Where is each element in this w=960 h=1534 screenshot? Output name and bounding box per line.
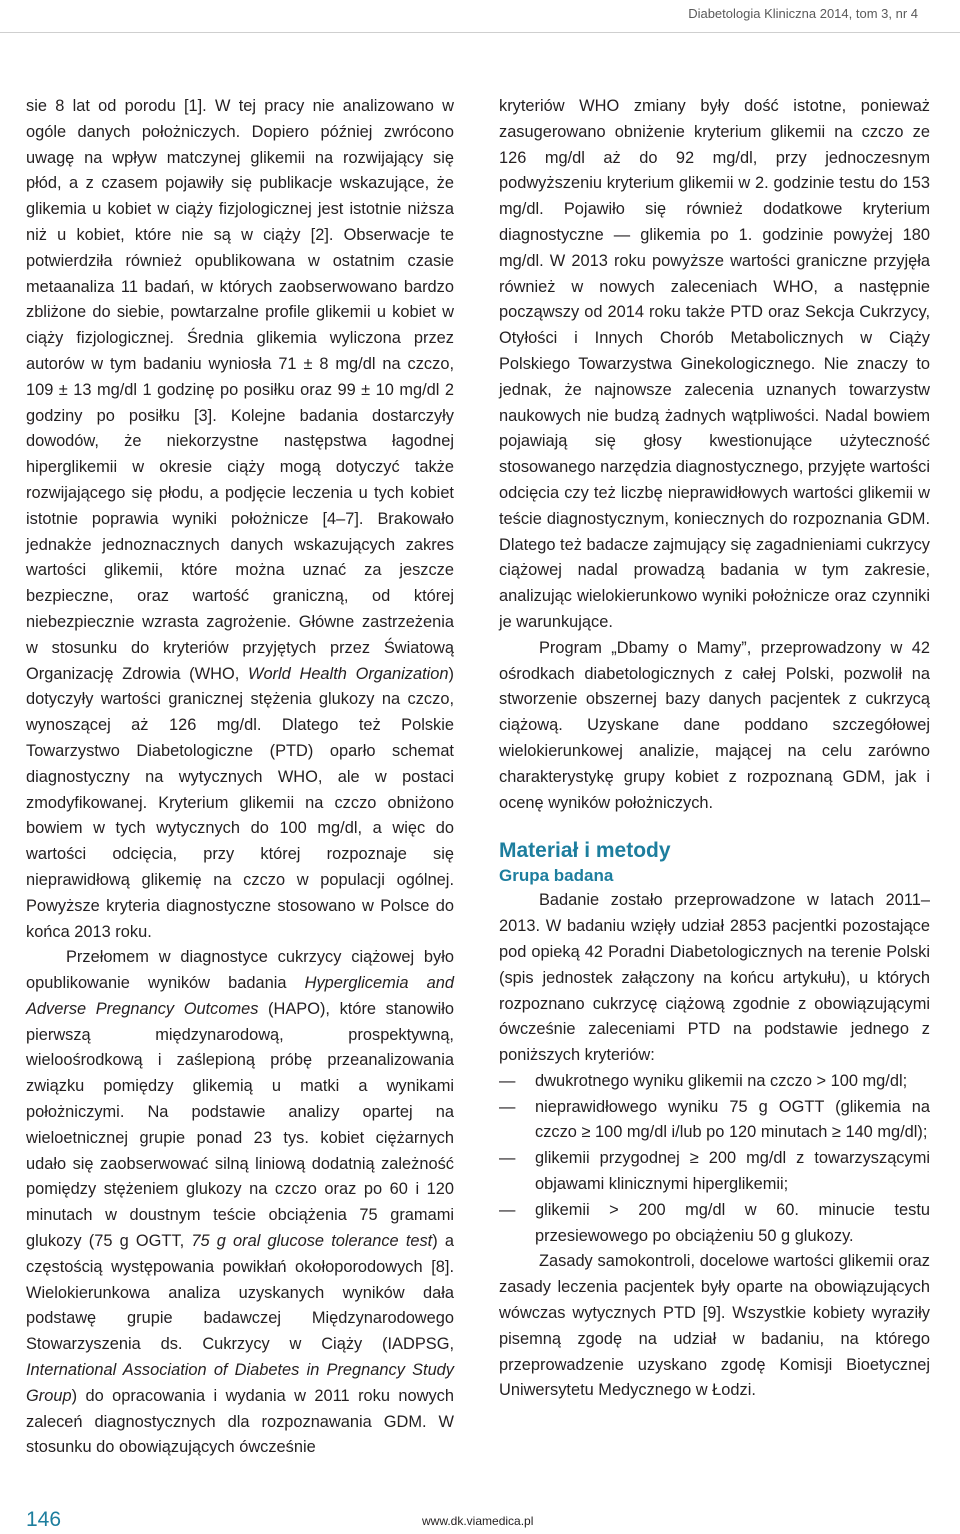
right-column [499,94,930,1404]
paragraph [499,636,930,817]
paragraph [499,1249,930,1404]
text-run: Program „Dbamy o Mamy”, przeprowadzony w 42 ośrodkach diabetologicznych z całej Polski, pozwolił na stworzenie obszernej bazy danych pacjentek z cukrzycą ciążową. Uzyskane dane poddano szczegółowej wielokierunkowej analizie, mającej na celu zarówno charakterystykę grupy kobiet z rozpoznaną GDM, jak i ocenę wyników położniczych. [499,638,930,812]
list-dash: — [499,1071,516,1090]
text-run: Badanie zostało przeprowadzone w latach 2011–2013. W badaniu wzięły udział 2853 pacjentki pozostające pod opieką 42 Poradni Diabetologicznych na terenie Polski (spis jednostek załączony na końcu artykułu), u których rozpoznano cukrzycę ciążową zgodnie z obowiązującymi ówcześnie zaleceniami PTD na podstawie jednego z poniższych kryteriów: [499,891,930,1065]
text-run: ) do opracowania i wydania w 2011 roku nowych zaleceń diagnostycznych dla rozpoznawania GDM. W stosunku do obowiązujących ówcześnie [26,1386,454,1457]
list-item [499,1198,930,1250]
journal-url-link[interactable]: www.dk.viamedica.pl [422,1514,534,1528]
list-item [499,1069,930,1095]
page-number: 146 [26,1508,62,1531]
paragraph [499,94,930,636]
italic-text-run: 75 g oral glucose tolerance test [191,1232,433,1251]
running-header: Diabetologia Kliniczna 2014, tom 3, nr 4 [688,6,918,21]
italic-text-run: International Association of Diabetes in Pregnancy Study Group [26,1361,454,1405]
list-item-text: nieprawidłowego wyniku 75 g OGTT (glikemia na czczo ≥ 100 mg/dl i/lub po 120 minutach ≥ 140 mg/dl); [535,1097,930,1142]
text-run: ) a częstością występowania powikłań okołoporodowych [8]. Wielokierunkowa analiza uzyskanych wyników dała podstawę grupie badawczej Międzynarodowego Stowarzyszenia ds. Cukrzycy w Ciąży (IADPSG, [26,1232,454,1354]
criteria-list [499,1069,930,1250]
section-title: Materiał i metody [499,839,671,863]
subsection-title: Grupa badana [499,866,614,886]
list-item [499,1146,930,1198]
text-run: Przełomem w diagnostyce cukrzycy ciążowej było opublikowanie wyników badania [26,948,454,993]
paragraph [499,888,930,1069]
left-column [26,94,454,1461]
italic-text-run: Hyperglicemia and Adverse Pregnancy Outcomes [26,974,454,1018]
paragraph [26,945,454,1461]
text-run: sie 8 lat od porodu [1]. W tej pracy nie analizowano w ogóle danych położniczych. Dopiero później zwrócono uwagę na wpływ matczynej glikemii na rozwijający się płód, a z czasem pojawiły się publikacje wskazujące, że glikemia u kobiet w ciąży fizjologicznej jest istotnie niższa niż u kobiet, które nie są w ciąży [2]. Obserwacje te potwierdziła również opublikowana w ostatnim czasie metaanaliza 11 badań, w których zaobserwowano bardzo zbliżone do siebie, powtarzalne profile glikemii u kobiet w ciąży fizjologicznej. Średnia glikemia wyliczona przez autorów w tym badaniu wyniosła 71 ± 8 mg/dl na czczo, 109 ± 13 mg/dl 1 godzinę po posiłku oraz 99 ± 10 mg/dl 2 godziny po posiłku [3]. Kolejne badania dostarczyły dowodów, że niekorzystne następstwa łagodnej hiperglikemii w okresie ciąży mogą dotyczyć także rozwijającego się płodu, a podjęcie leczenia u tych kobiet istotnie poprawia wyniki położnicze [4–7]. Brakowało jednakże jednoznacznych danych wskazujących zakres wartości glikemii, które można uznać za jeszcze bezpieczne, oraz wartość graniczną, od której niebezpiecznie wzrasta zagrożenie. Główne zastrzeżenia w stosunku do kryteriów przyjętych przez Światową Organizację Zdrowia (WHO, [26,97,454,683]
list-dash: — [499,1097,516,1116]
list-item-text: dwukrotnego wyniku glikemii na czczo > 100 mg/dl; [535,1071,908,1090]
text-run: kryteriów WHO zmiany były dość istotne, ponieważ zasugerowano obniżenie kryterium glikemii na czczo ze 126 mg/dl aż do 92 mg/dl, przy jednoczesnym podwyższeniu kryterium glikemii w 2. godzinie testu do 153 mg/dl. Pojawiło się również dodatkowe kryterium diagnostyczne — glikemia po 1. godzinie powyżej 180 mg/dl. W 2013 roku powyższe wartości graniczne przyjęła również w nowych zaleceniach WHO, a następnie począwszy od 2014 roku także PTD oraz Sekcja Cukrzycy, Otyłości i Innych Chorób Metabolicznych w Ciąży Polskiego Towarzystwa Ginekologicznego. Nie znaczy to jednak, że najnowsze zalecenia uznanych towarzystw naukowych nie budzą żadnych wątpliwości. Nadal bowiem pojawiają się głosy kwestionujące użyteczność stosowanego narzędzia diagnostycznego, przyjęte wartości odcięcia czy też liczbę nieprawidłowych wartości glikemii w teście diagnostycznym, koniecznych do rozpoznania GDM. Dlatego też badacze zajmujący się zagadnieniami cukrzycy ciążowej nadal prowadzą badania w tym zakresie, analizując wielokierunkowo wyniki położnicze oraz czynniki je warunkujące. [499,97,930,631]
italic-text-run: World Health Organization [247,664,449,683]
list-item-text: glikemii > 200 mg/dl w 60. minucie testu przesiewowego po obciążeniu 50 g glukozy. [535,1200,930,1245]
text-run: Zasady samokontroli, docelowe wartości glikemii oraz zasady leczenia pacjentek były oparte na obowiązujących wówczas wytycznych PTD [9]. Wszystkie kobiety wyraziły pisemną zgodę na udział w badaniu, na którego przeprowadzenie uzyskano zgodę Komisji Bioetycznej Uniwersytetu Medycznego w Łodzi. [499,1252,930,1400]
list-item [499,1095,930,1147]
list-item-text: glikemii przygodnej ≥ 200 mg/dl z towarzyszącymi objawami klinicznymi hiperglikemii; [535,1149,930,1194]
header-divider [0,32,960,33]
text-run: ) dotyczyły wartości granicznej stężenia glukozy na czczo, wynoszącej aż 126 mg/dl. Dlatego też Polskie Towarzystwo Diabetologiczne (PTD) oparło schemat diagnostyczny na wytycznych WHO, ale w postaci zmodyfikowanej. Kryterium glikemii na czczo obniżono bowiem w tych wytycznych do 100 mg/dl, a więc do wartości odcięcia, przy której rozpoznaje się nieprawidłową glikemię na czczo w populacji ogólnej. Powyższe kryteria diagnostyczne stosowano w Polsce do końca 2013 roku. [26,664,454,941]
paragraph [26,94,454,945]
text-run: (HAPO), które stanowiło pierwszą międzynarodową, prospektywną, wieloośrodkową i zaślepioną próbę przeanalizowania związku pomiędzy glikemią u matki a wynikami położniczymi. Na podstawie analizy opartej na wieloetnicznej grupie ponad 23 tys. kobiet ciężarnych udało się zaobserwować silną liniową dodatnią zależność pomiędzy stężeniem glukozy na czczo oraz po 60 i 120 minutach w doustnym teście obciążenia 75 gramami glukozy (75 g OGTT, [26,999,454,1251]
list-dash: — [499,1149,516,1168]
list-dash: — [499,1200,516,1219]
